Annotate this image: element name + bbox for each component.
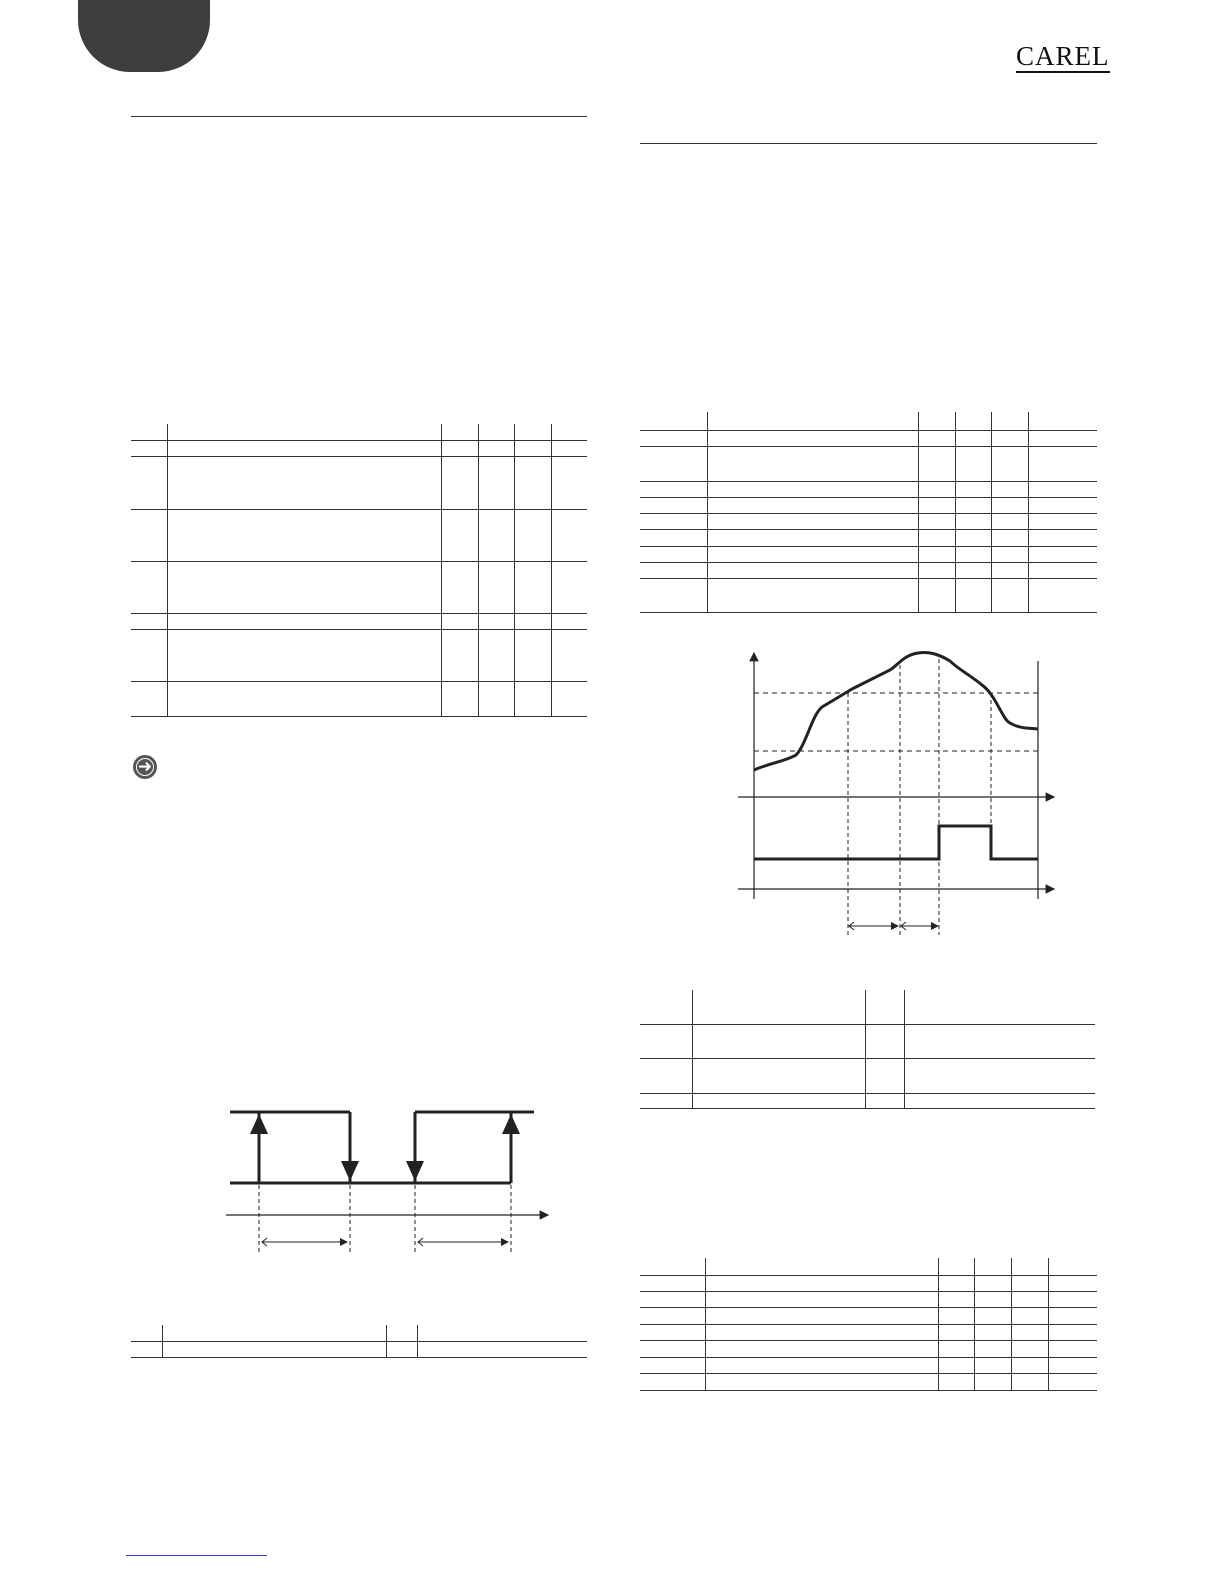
table-column-divider [991, 412, 992, 612]
table-column-divider [904, 990, 905, 1108]
table-column-divider [1048, 1258, 1049, 1390]
table-column-divider [1011, 1258, 1012, 1390]
table-column-divider [441, 424, 442, 716]
table-row [131, 681, 587, 682]
table-column-divider [865, 990, 866, 1108]
table-row [131, 440, 587, 441]
carel-logo: CAREL [1016, 41, 1110, 71]
table-bottom-rule [131, 1357, 587, 1358]
section-tab-badge [78, 0, 210, 72]
table-row [640, 1291, 1097, 1292]
table-row [131, 1341, 587, 1342]
threshold-curve-diagram [730, 645, 1060, 940]
table-row [640, 1373, 1097, 1374]
table-bottom-rule [640, 1390, 1097, 1391]
section-divider-right [640, 143, 1097, 144]
table-column-divider [692, 990, 693, 1108]
table-row [640, 1058, 1095, 1059]
table-column-divider [974, 1258, 975, 1390]
footer-link[interactable] [126, 1555, 267, 1556]
table-row [640, 1093, 1095, 1094]
section-divider-left [131, 116, 587, 117]
table-column-divider [1028, 412, 1029, 612]
table-bottom-rule [131, 716, 587, 717]
table-row [131, 509, 587, 510]
table-row [640, 1024, 1095, 1025]
table-row [640, 1357, 1097, 1358]
table-column-divider [918, 412, 919, 612]
table-row [640, 1324, 1097, 1325]
table-row [640, 1307, 1097, 1308]
table-column-divider [162, 1325, 163, 1357]
table-column-divider [551, 424, 552, 716]
table-column-divider [478, 424, 479, 716]
table-column-divider [514, 424, 515, 716]
table-bottom-rule [640, 612, 1097, 613]
table-row [131, 613, 587, 614]
table-row [640, 1340, 1097, 1341]
table-column-divider [707, 412, 708, 612]
table-row [131, 456, 587, 457]
table-row [640, 1275, 1097, 1276]
table-column-divider [417, 1325, 418, 1357]
table-column-divider [167, 424, 168, 716]
table-bottom-rule [640, 1108, 1095, 1109]
table-column-divider [386, 1325, 387, 1357]
switching-diagram [222, 1100, 562, 1260]
table-column-divider [705, 1258, 706, 1390]
table-column-divider [938, 1258, 939, 1390]
table-row [131, 561, 587, 562]
table-row [131, 629, 587, 630]
table-column-divider [955, 412, 956, 612]
arrow-right-icon: ➜ [133, 755, 157, 779]
